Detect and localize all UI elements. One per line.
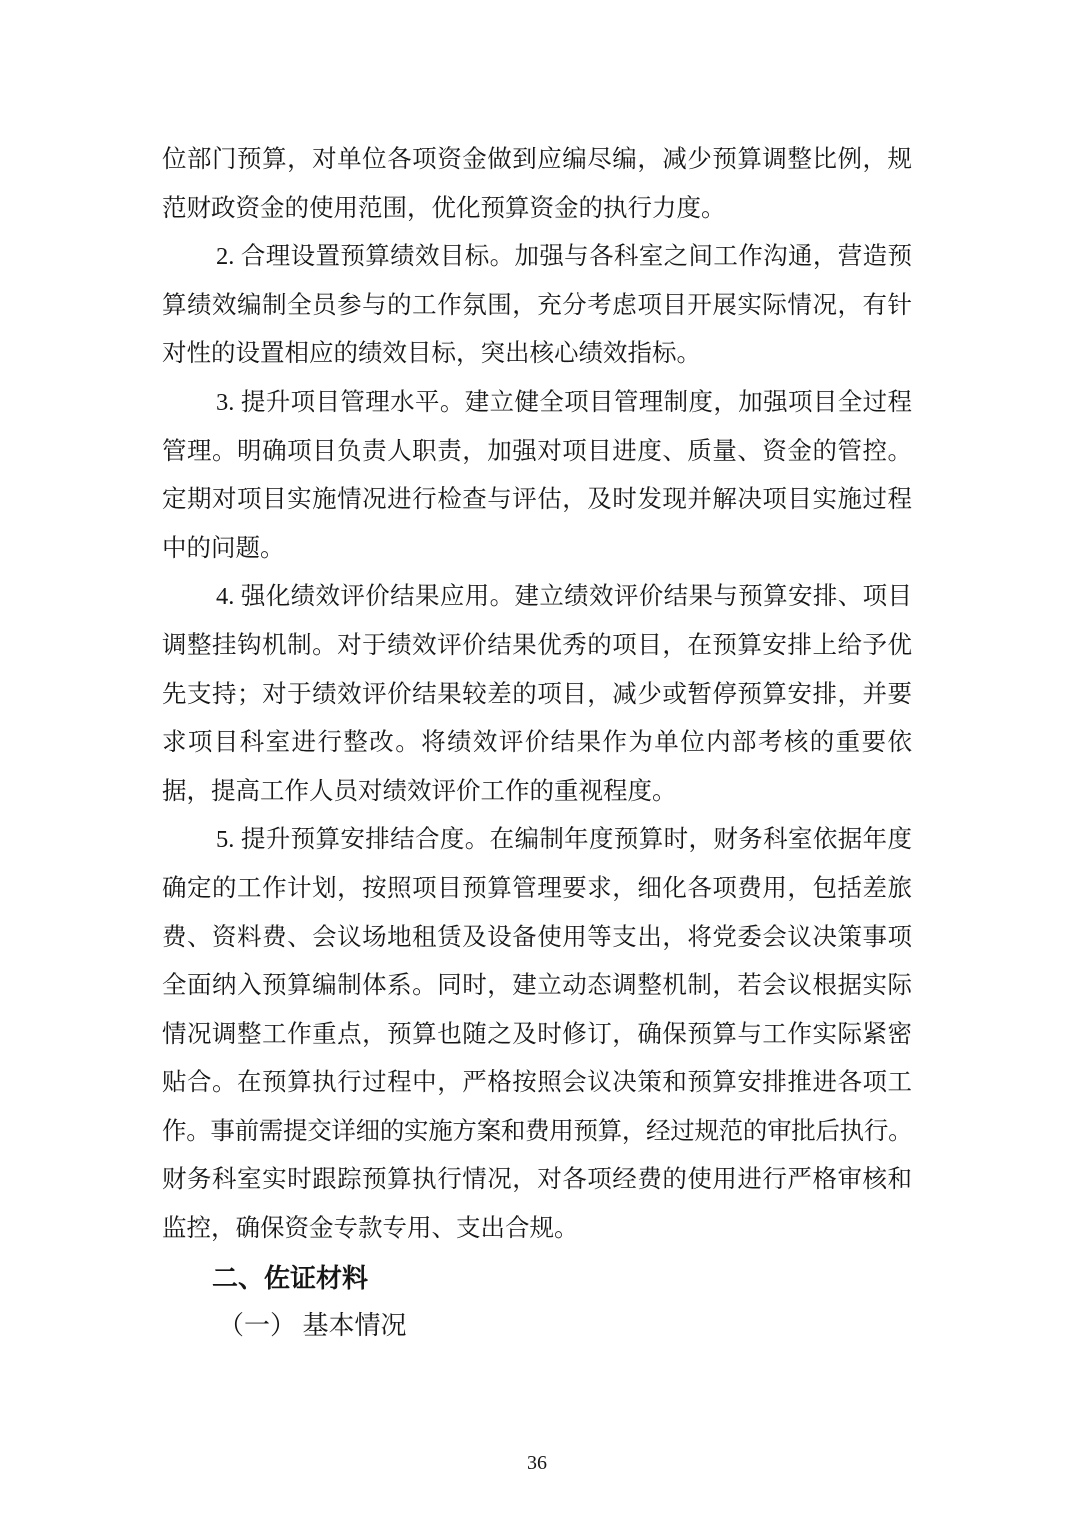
body-line: 3. 提升项目管理水平。建立健全项目管理制度，加强项目全过程 bbox=[216, 388, 912, 416]
body-line: 4. 强化绩效评价结果应用。建立绩效评价结果与预算安排、项目 bbox=[216, 583, 912, 611]
body-line: 作。事前需提交详细的实施方案和费用预算，经过规范的审批后执行。 bbox=[162, 1117, 912, 1145]
subsection-heading: （一） 基本情况 bbox=[218, 1311, 407, 1341]
paragraph bbox=[162, 816, 912, 1253]
body-line: 财务科室实时跟踪预算执行情况，对各项经费的使用进行严格审核和 bbox=[162, 1166, 912, 1194]
body-line: 对性的设置相应的绩效目标，突出核心绩效指标。 bbox=[162, 340, 701, 368]
paragraph bbox=[162, 233, 912, 379]
document-body bbox=[162, 136, 912, 1351]
paragraph bbox=[162, 136, 912, 233]
body-line: 求项目科室进行整改。将绩效评价结果作为单位内部考核的重要依 bbox=[162, 729, 912, 757]
body-line: 先支持；对于绩效评价结果较差的项目，减少或暂停预算安排，并要 bbox=[162, 680, 912, 708]
body-line: 范财政资金的使用范围，优化预算资金的执行力度。 bbox=[162, 194, 726, 222]
body-line: 确定的工作计划，按照项目预算管理要求，细化各项费用，包括差旅 bbox=[162, 874, 912, 902]
body-line: 2. 合理设置预算绩效目标。加强与各科室之间工作沟通，营造预 bbox=[216, 243, 912, 271]
body-line: 定期对项目实施情况进行检查与评估，及时发现并解决项目实施过程 bbox=[162, 486, 912, 514]
body-line: 管理。明确项目负责人职责，加强对项目进度、质量、资金的管控。 bbox=[162, 437, 912, 465]
body-line: 位部门预算，对单位各项资金做到应编尽编，减少预算调整比例，规 bbox=[162, 146, 912, 173]
paragraph bbox=[162, 573, 912, 816]
body-line: 中的问题。 bbox=[162, 534, 285, 562]
body-line: 5. 提升预算安排结合度。在编制年度预算时，财务科室依据年度 bbox=[216, 826, 912, 854]
page-number: 36 bbox=[527, 1452, 547, 1474]
body-line: 调整挂钩机制。对于绩效评价结果优秀的项目，在预算安排上给予优 bbox=[162, 631, 912, 659]
body-line: 情况调整工作重点，预算也随之及时修订，确保预算与工作实际紧密 bbox=[162, 1020, 912, 1048]
section-heading: 二、佐证材料 bbox=[212, 1262, 369, 1293]
body-line: 算绩效编制全员参与的工作氛围，充分考虑项目开展实际情况，有针 bbox=[162, 291, 912, 319]
body-line: 全面纳入预算编制体系。同时，建立动态调整机制，若会议根据实际 bbox=[162, 972, 912, 1000]
paragraph bbox=[162, 379, 912, 573]
body-line: 贴合。在预算执行过程中，严格按照会议决策和预算安排推进各项工 bbox=[162, 1069, 912, 1097]
body-line: 据，提高工作人员对绩效评价工作的重视程度。 bbox=[162, 777, 677, 805]
body-line: 监控，确保资金专款专用、支出合规。 bbox=[162, 1215, 579, 1243]
body-line: 费、资料费、会议场地租赁及设备使用等支出，将党委会议决策事项 bbox=[162, 923, 912, 951]
